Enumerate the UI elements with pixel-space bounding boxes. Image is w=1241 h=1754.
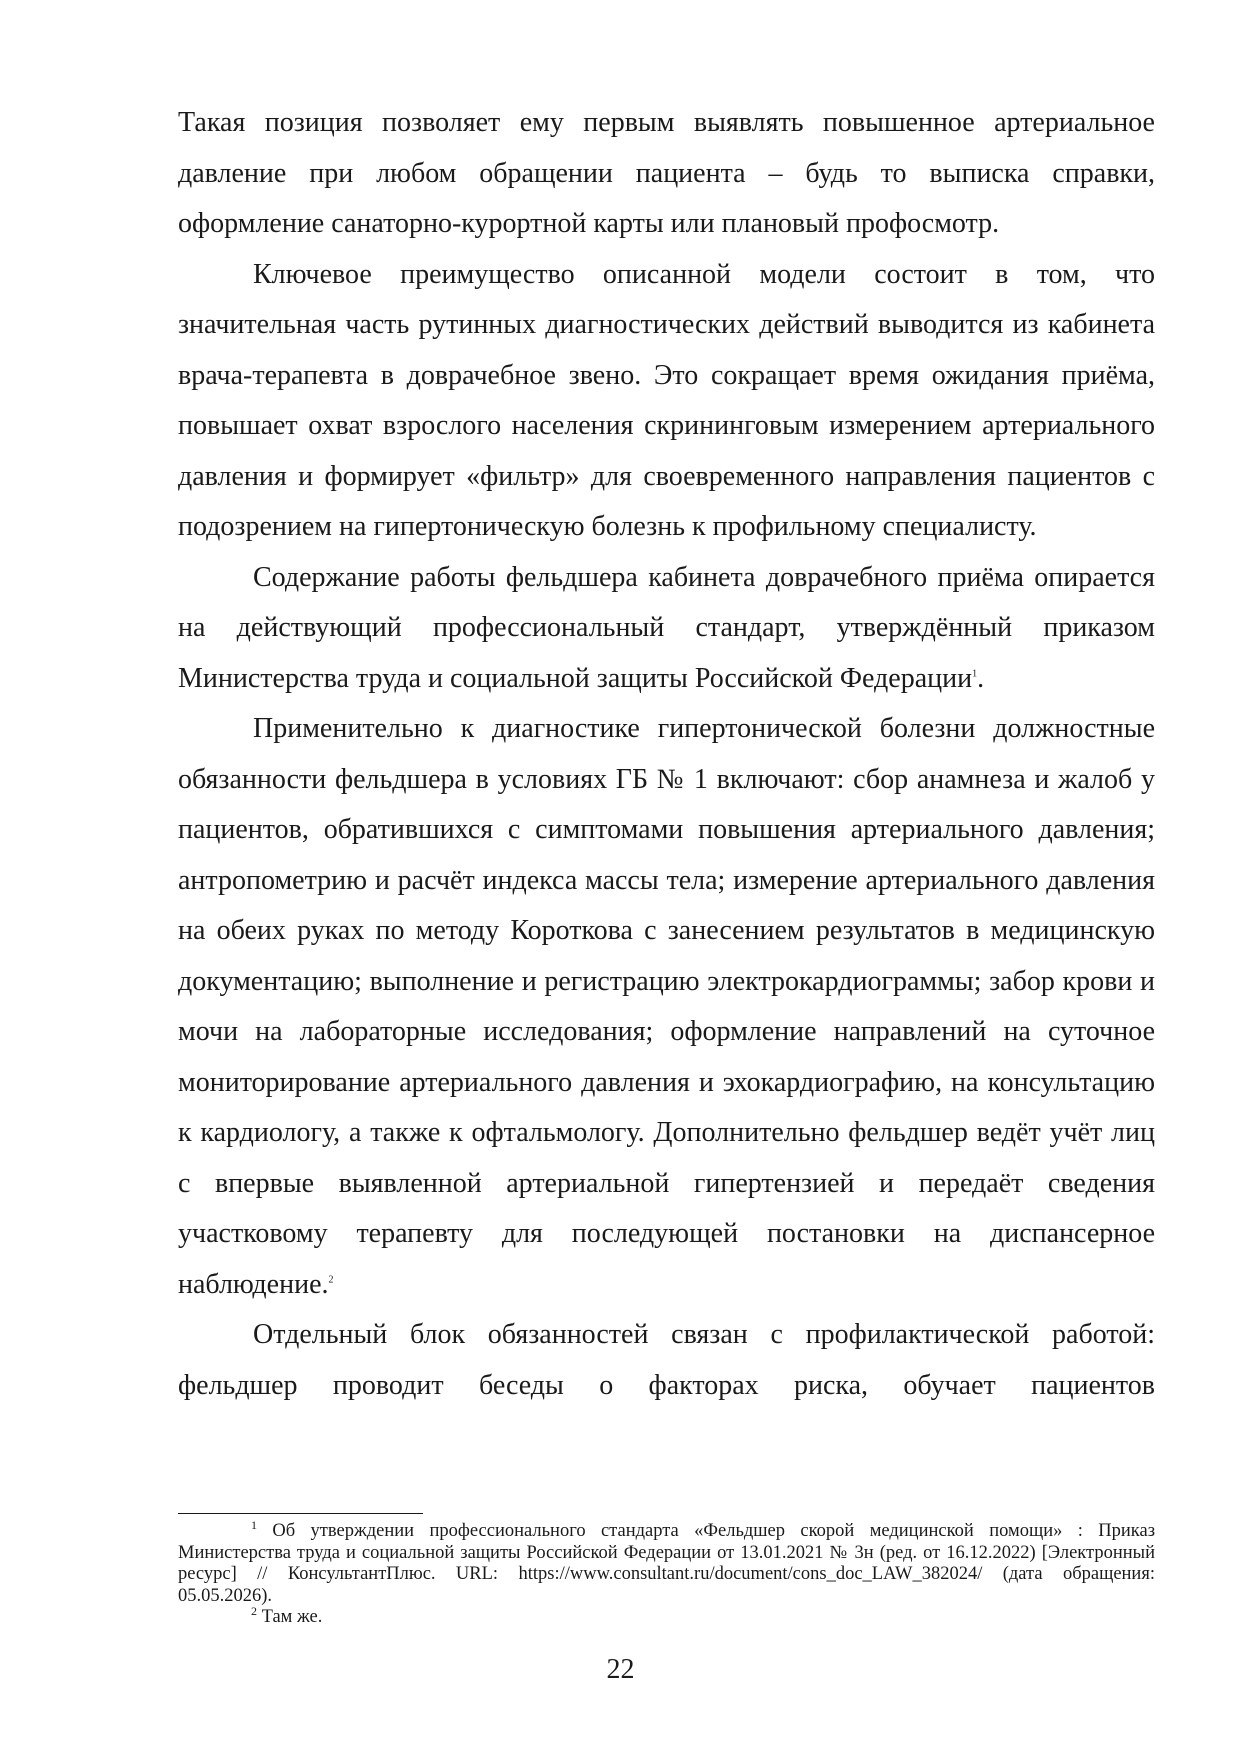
footnote-2-text: Там же. (261, 1607, 323, 1627)
footnote-2 (178, 1603, 1155, 1629)
footnote-ref-2[interactable]: 2 (328, 1274, 334, 1286)
footnote-1-text: Об утверждении профессионального стандарта «Фельдшер скорой медицинской помощи» : Приказ Министерства труда и социальной защиты Российской Федерации от 13.01.2021 № 3н (ред. от 16.12.2022) [Электронный ресурс] // КонсультантПлюс. URL: https://www.consultant.ru/document/cons_doc_LAW_382024/ (дата обращения: 05.05.2026). (178, 1521, 1155, 1606)
paragraph-3-end: . (977, 662, 985, 694)
footnote-mark-2: 2 (251, 1603, 257, 1618)
page-number: 22 (606, 1654, 635, 1685)
footnote-separator (178, 1513, 423, 1514)
paragraph-4 (178, 704, 1155, 1310)
body-text (178, 98, 1155, 1411)
paragraph-3 (178, 553, 1155, 705)
paragraph-2: Ключевое преимущество описанной модели состоит в том, что значительная часть рутинных диагностических действий выводится из кабинета врача-терапевта в доврачебное звено. Это сокращает время ожидания приёма, повышает охват взрослого населения скрининговым измерением артериального давления и формирует «фильтр» для своевременного направления пациентов с подозрением на гипертоническую болезнь к профильному специалисту. (178, 258, 1155, 542)
paragraph-4-text: Применительно к диагностике гипертонической болезни должностные обязанности фельдшера в условиях ГБ № 1 включают: сбор анамнеза и жалоб у пациентов, обратившихся с симптомами повышения артериального давления; антропометрию и расчёт индекса массы тела; измерение артериального давления на обеих руках по методу Короткова с занесением результатов в медицинскую документацию; выполнение и регистрацию электрокардиограммы; забор крови и мочи на лабораторные исследования; оформление направлений на суточное мониторирование артериального давления и эхокардиографию, на консультацию к кардиологу, а также к офтальмологу. Дополнительно фельдшер ведёт учёт лиц с впервые выявленной артериальной гипертензией и передаёт сведения участковому терапевту для последующей постановки на диспансерное наблюдение. (178, 713, 1155, 1300)
footnote-1 (178, 1517, 1155, 1607)
paragraph-3-text: Содержание работы фельдшера кабинета доврачебного приёма опирается на действующий профессиональный стандарт, утверждённый приказом Министерства труда и социальной защиты Российской Федерации (178, 561, 1155, 694)
paragraph-1: Такая позиция позволяет ему первым выявлять повышенное артериальное давление при любом обращении пациента – будь то выписка справки, оформление санаторно-курортной карты или плановый профосмотр. (178, 107, 1155, 239)
footnotes (178, 1517, 1155, 1629)
footnote-mark-1: 1 (251, 1517, 257, 1532)
footnote-ref-1[interactable]: 1 (972, 668, 978, 680)
paragraph-5: Отдельный блок обязанностей связан с профилактической работой: фельдшер проводит беседы о факторах риска, обучает пациентов (178, 1319, 1155, 1401)
